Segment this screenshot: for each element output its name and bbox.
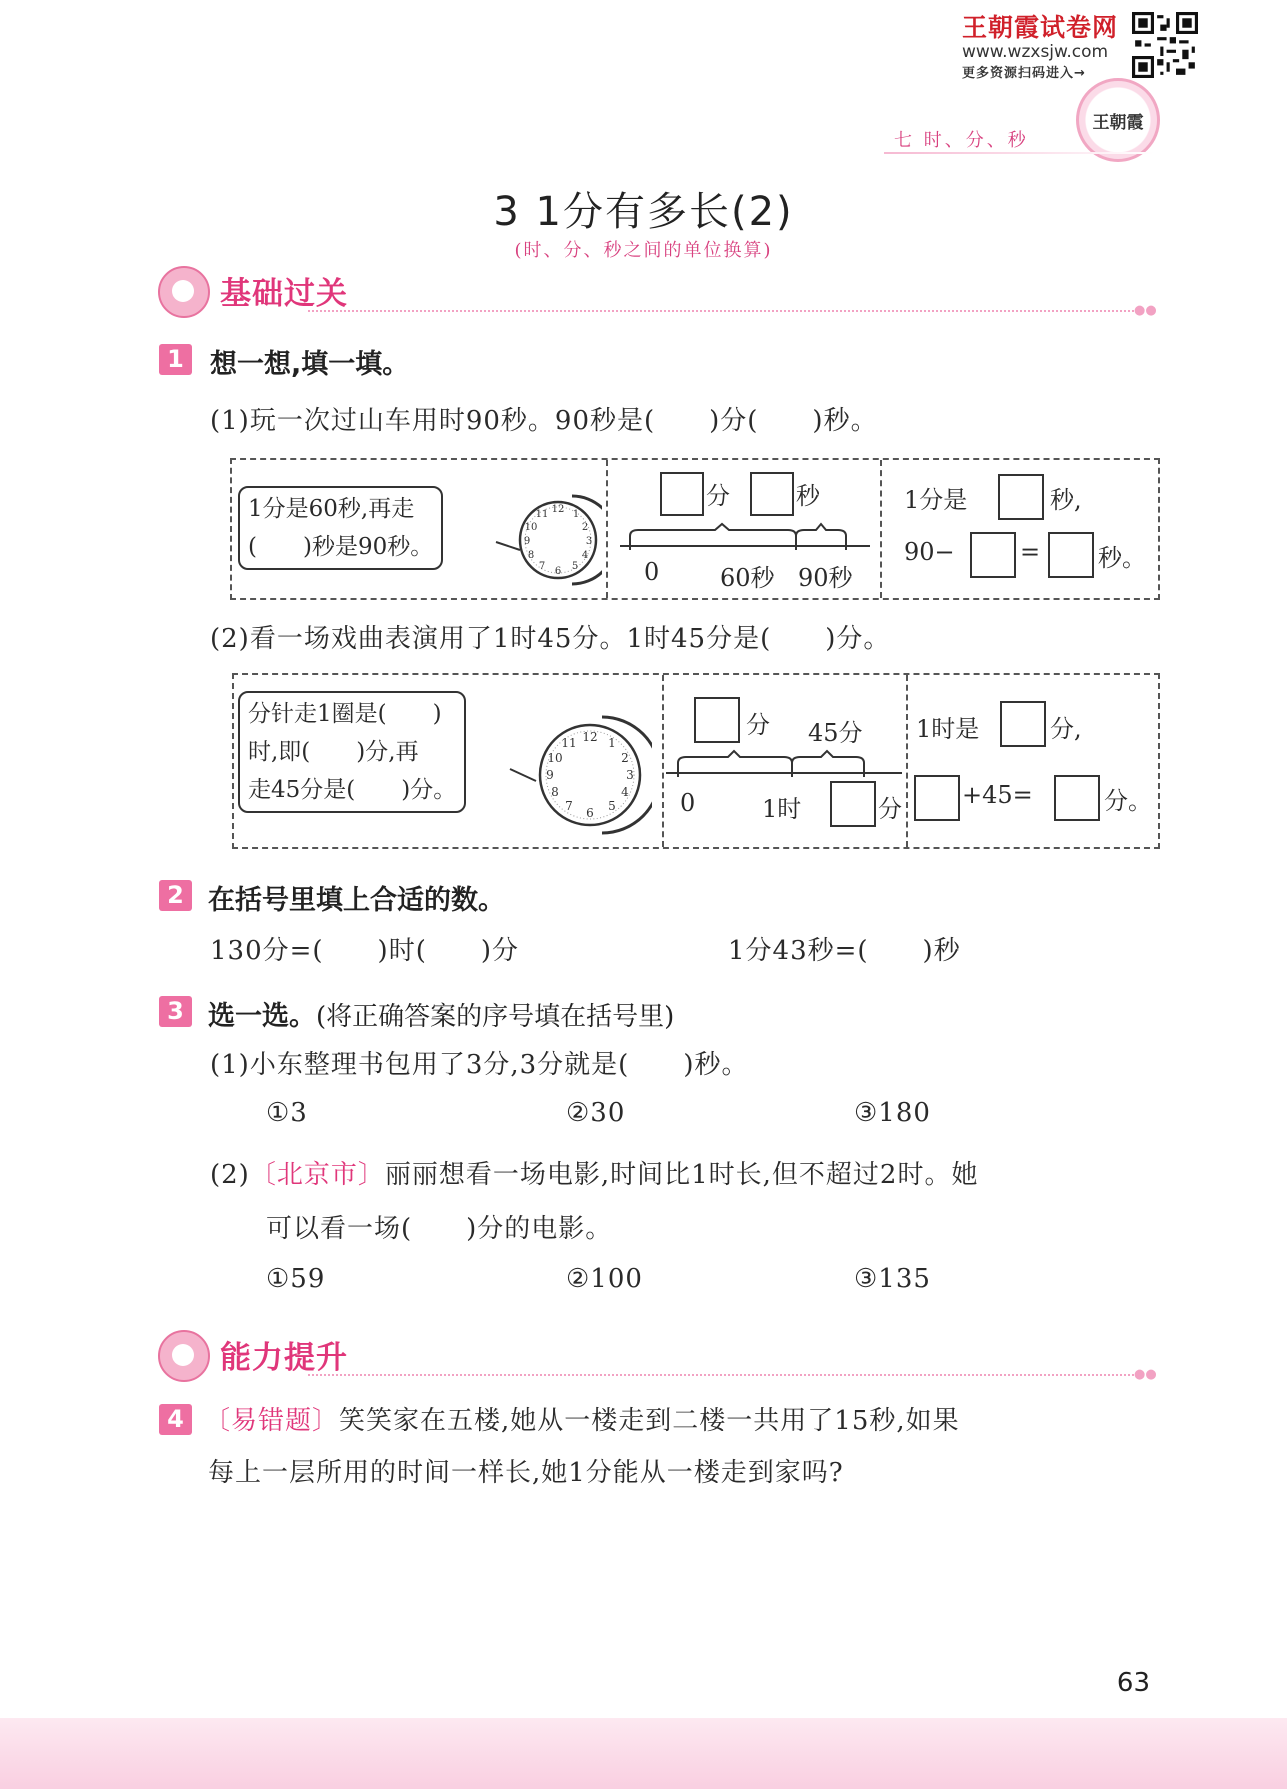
number-line-brace — [666, 743, 902, 783]
question-2-title: 在括号里填上合适的数。 — [208, 885, 505, 916]
section-divider — [308, 310, 1138, 312]
page-title: 3 1分有多长(2) — [493, 189, 794, 235]
panel-divider — [880, 460, 882, 598]
svg-text:2: 2 — [581, 522, 589, 533]
answer-box[interactable] — [914, 775, 960, 821]
option-1[interactable]: ①3 — [266, 1098, 308, 1128]
section-title: 基础过关 — [220, 276, 348, 312]
question-number-4: 4 — [159, 1404, 192, 1435]
svg-text:8: 8 — [527, 550, 535, 561]
answer-box[interactable] — [694, 697, 740, 743]
axis-label-0: 0 — [680, 789, 696, 817]
svg-text:2: 2 — [621, 751, 629, 765]
svg-text:4: 4 — [621, 785, 629, 799]
svg-text:10: 10 — [524, 522, 538, 533]
question-3-part-2-line-1 — [210, 1154, 978, 1191]
svg-text:6: 6 — [554, 566, 562, 577]
unit-label: 分 — [878, 795, 902, 823]
section-divider — [308, 1374, 1138, 1376]
panel-divider — [906, 675, 908, 847]
hint-text: 1时是 — [916, 715, 980, 743]
hint-text: 分。 — [1104, 787, 1152, 815]
section-header-advanced — [158, 1328, 1158, 1384]
panel-divider — [606, 460, 608, 598]
qr-code-icon[interactable] — [1132, 12, 1198, 78]
svg-text:12: 12 — [551, 504, 565, 515]
section-title: 能力提升 — [220, 1340, 348, 1376]
answer-box[interactable] — [998, 474, 1044, 520]
question-1-part-2: (2)看一场戏曲表演用了1时45分。1时45分是( )分。 — [210, 624, 891, 654]
dots-icon: ●● — [1134, 1367, 1157, 1382]
question-3-part-2-line-2: 可以看一场( )分的电影。 — [266, 1214, 613, 1244]
footer-band — [0, 1718, 1287, 1789]
chapter-label: 七 时、分、秒 — [894, 130, 1029, 151]
question-3-title — [208, 994, 674, 1033]
difficulty-tag: 〔易错题〕 — [204, 1406, 340, 1436]
clock-icon — [502, 709, 652, 839]
hint-text: = — [1020, 538, 1041, 566]
svg-text:6: 6 — [586, 806, 594, 820]
brand-url[interactable]: www.wzxsjw.com — [962, 42, 1109, 62]
option-2[interactable]: ②100 — [566, 1264, 643, 1294]
hint-text: 1分是 — [904, 486, 968, 514]
option-1[interactable]: ①59 — [266, 1264, 326, 1294]
option-3[interactable]: ③135 — [854, 1264, 931, 1294]
answer-box[interactable] — [830, 781, 876, 827]
boy-avatar-icon — [158, 1330, 210, 1382]
svg-text:1: 1 — [572, 509, 580, 520]
source-tag: 〔北京市〕 — [249, 1160, 385, 1190]
axis-label-0: 0 — [644, 558, 660, 586]
svg-text:7: 7 — [538, 561, 546, 572]
question-4-line-2: 每上一层所用的时间一样长,她1分能从一楼走到家吗? — [208, 1458, 844, 1488]
bubble-line: 走45分是( )分。 — [248, 777, 457, 803]
svg-text:7: 7 — [565, 799, 573, 813]
hint-text: 90− — [904, 538, 955, 566]
svg-text:8: 8 — [551, 785, 559, 799]
unit-label: 分 — [746, 711, 770, 739]
svg-text:1: 1 — [608, 736, 616, 750]
axis-label-90s: 90秒 — [798, 564, 853, 592]
girl-avatar-icon — [158, 266, 210, 318]
number-line-brace — [620, 516, 870, 556]
speech-bubble-2 — [238, 691, 466, 813]
question-3-part-1: (1)小东整理书包用了3分,3分就是( )秒。 — [210, 1050, 749, 1080]
hint-text: 秒。 — [1098, 544, 1146, 572]
question-4-line-1 — [204, 1400, 960, 1437]
svg-text:11: 11 — [535, 509, 549, 520]
svg-text:3: 3 — [585, 536, 593, 547]
dots-icon: ●● — [1134, 303, 1157, 318]
svg-text:11: 11 — [561, 736, 577, 750]
svg-text:10: 10 — [547, 751, 563, 765]
question-2-item-2: 1分43秒=( )秒 — [728, 936, 961, 966]
section-header-basic — [158, 264, 1158, 320]
svg-text:9: 9 — [523, 536, 531, 547]
part-text: 丽丽想看一场电影,时间比1时长,但不超过2时。她 — [384, 1160, 979, 1190]
hint-text: 分, — [1050, 715, 1082, 743]
chapter-underline — [884, 152, 1154, 154]
answer-box[interactable] — [1054, 775, 1100, 821]
panel-divider — [662, 675, 664, 847]
answer-box[interactable] — [660, 472, 704, 516]
hint-text: +45= — [962, 781, 1033, 809]
question-1-title: 想一想,填一填。 — [210, 349, 410, 380]
seal-text: 王朝霞 — [1092, 112, 1144, 133]
question-number-1: 1 — [159, 344, 192, 375]
answer-box[interactable] — [1000, 701, 1046, 747]
brand-cta: 更多资源扫码进入→ — [962, 66, 1086, 81]
answer-box[interactable] — [970, 532, 1016, 578]
question-1-part-1: (1)玩一次过山车用时90秒。90秒是( )分( )秒。 — [210, 406, 878, 436]
bubble-line: ( )秒是90秒。 — [248, 534, 434, 560]
option-2[interactable]: ②30 — [566, 1098, 626, 1128]
question-3-title-note: (将正确答案的序号填在括号里) — [316, 1002, 675, 1032]
part-prefix: (2) — [210, 1160, 250, 1190]
answer-box[interactable] — [1048, 532, 1094, 578]
bubble-line: 时,即( )分,再 — [248, 739, 419, 765]
axis-label-1h: 1时 — [762, 795, 802, 823]
unit-label: 分 — [706, 482, 730, 510]
brand-seal-logo — [1076, 78, 1160, 162]
bubble-line: 分针走1圈是( ) — [248, 701, 442, 727]
question-2-item-1: 130分=( )时( )分 — [210, 936, 519, 966]
question-number-3: 3 — [159, 996, 192, 1027]
page-subtitle: (时、分、秒之间的单位换算) — [514, 240, 773, 261]
svg-text:9: 9 — [546, 768, 554, 782]
bubble-line: 1分是60秒,再走 — [248, 496, 415, 522]
svg-text:4: 4 — [581, 550, 589, 561]
svg-text:12: 12 — [582, 730, 598, 744]
axis-label-60s: 60秒 — [720, 564, 775, 592]
speech-bubble-1 — [238, 486, 443, 570]
brand-name: 王朝霞试卷网 — [962, 13, 1119, 42]
page-number: 63 — [1116, 1668, 1150, 1698]
question-3-title-main: 选一选。 — [208, 1001, 316, 1032]
svg-text:5: 5 — [571, 561, 579, 572]
hint-panel-1 — [230, 458, 1160, 600]
svg-text:5: 5 — [608, 799, 616, 813]
svg-text:3: 3 — [626, 768, 634, 782]
hint-text: 秒, — [1050, 486, 1082, 514]
question-4-text: 笑笑家在五楼,她从一楼走到二楼一共用了15秒,如果 — [339, 1406, 960, 1436]
clock-icon — [482, 490, 602, 590]
question-number-2: 2 — [159, 880, 192, 911]
hint-panel-2 — [232, 673, 1160, 849]
answer-box[interactable] — [750, 472, 794, 516]
unit-label: 秒 — [796, 482, 820, 510]
option-3[interactable]: ③180 — [854, 1098, 931, 1128]
segment-label-45min: 45分 — [808, 719, 863, 747]
